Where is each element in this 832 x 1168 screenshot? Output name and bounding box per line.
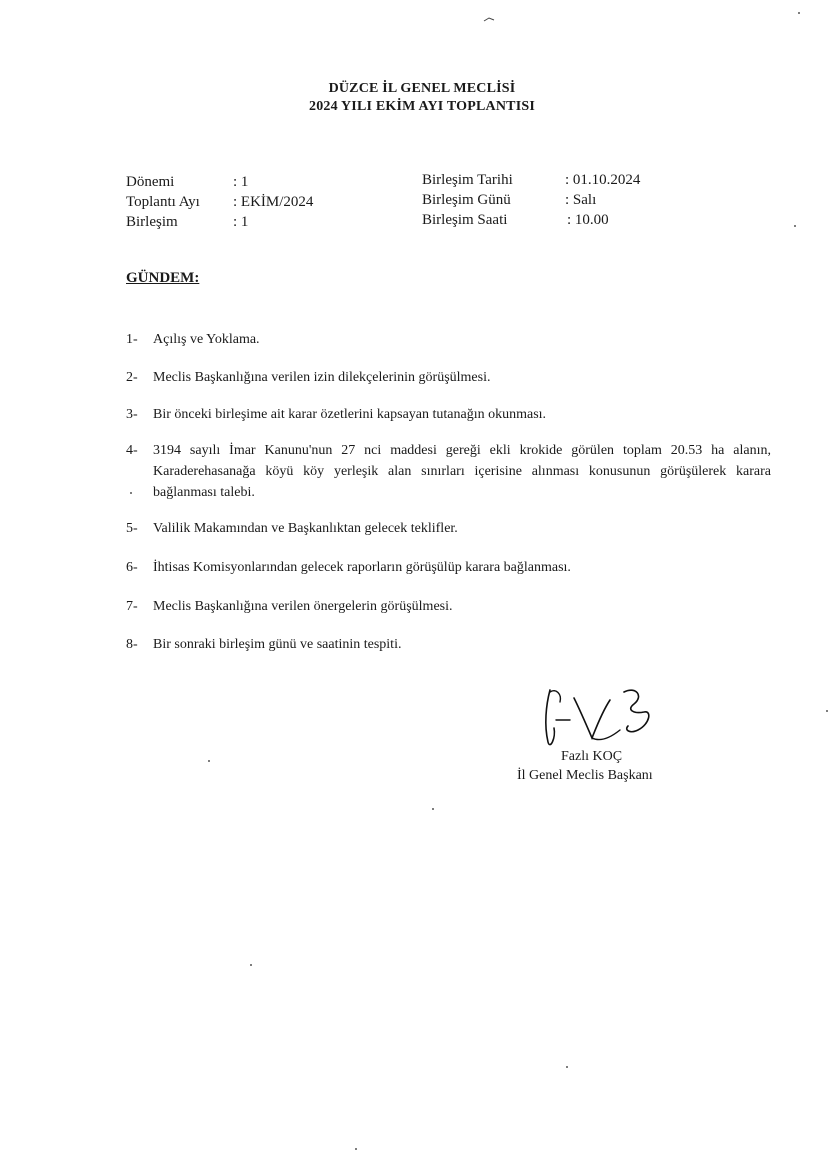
term-label: Dönemi (126, 174, 175, 190)
session-day-value: : Salı (565, 192, 597, 208)
session-date-value: : 01.10.2024 (565, 172, 641, 188)
agenda-item (126, 367, 771, 388)
agenda-item (126, 329, 771, 350)
scan-speck (355, 1148, 357, 1150)
scan-speck (208, 760, 210, 762)
scan-speck (130, 492, 132, 494)
scan-speck (794, 225, 796, 227)
agenda-item-text: Bir sonraki birleşim günü ve saatinin tespiti. (153, 637, 402, 652)
agenda-item (126, 404, 771, 425)
agenda-item-number: 2- (126, 370, 138, 385)
agenda-item-text: Meclis Başkanlığına verilen izin dilekçelerinin görüşülmesi. (153, 370, 491, 385)
scan-speck (432, 808, 434, 810)
agenda-item-number: 4- (126, 443, 138, 458)
agenda-item-number: 5- (126, 521, 138, 536)
agenda-item-number: 6- (126, 560, 138, 575)
agenda-item-number: 1- (126, 332, 138, 347)
scan-speck (826, 710, 828, 712)
agenda-item (126, 518, 771, 539)
session-label: Birleşim (126, 214, 178, 230)
agenda-item-text: Açılış ve Yoklama. (153, 332, 260, 347)
term-value: : 1 (233, 174, 249, 190)
scan-mark (482, 14, 496, 24)
agenda-item (126, 440, 771, 503)
agenda-heading: GÜNDEM: (126, 270, 200, 286)
meeting-month-value: : EKİM/2024 (233, 194, 314, 210)
signatory-name: Fazlı KOÇ (561, 749, 623, 764)
agenda-item-text: Meclis Başkanlığına verilen önergelerin görüşülmesi. (153, 599, 453, 614)
agenda-item-number: 8- (126, 637, 138, 652)
session-day-label: Birleşim Günü (422, 192, 511, 208)
document-subtitle: 2024 YILI EKİM AYI TOPLANTISI (309, 99, 535, 114)
signatory-title: İl Genel Meclis Başkanı (517, 768, 653, 783)
agenda-item (126, 557, 771, 578)
handwritten-signature (540, 680, 660, 760)
agenda-item (126, 596, 771, 617)
agenda-item-text: Bir önceki birleşime ait karar özetlerini kapsayan tutanağın okunması. (153, 407, 547, 422)
session-time-value: : 10.00 (567, 212, 609, 228)
scan-speck (566, 1066, 568, 1068)
agenda-item-number: 3- (126, 407, 138, 422)
agenda-item-number: 7- (126, 599, 138, 614)
session-date-label: Birleşim Tarihi (422, 172, 513, 188)
session-time-label: Birleşim Saati (422, 212, 508, 228)
agenda-item-text: Valilik Makamından ve Başkanlıktan gelecek teklifler. (153, 521, 458, 536)
agenda-item-text: 3194 sayılı İmar Kanunu'nun 27 nci maddesi gereği ekli krokide görülen toplam 20.53 ha alanın, Karaderehasanağa köyü köy yerleşik alan sınırları içerisine alınması konusunun görüşülerek karara bağlanması talebi. (153, 443, 771, 500)
agenda-item-text: İhtisas Komisyonlarından gelecek raporların görüşülüp karara bağlanması. (153, 560, 571, 575)
document-title: DÜZCE İL GENEL MECLİSİ (328, 81, 516, 96)
session-value: : 1 (233, 214, 249, 230)
scan-speck (798, 12, 800, 14)
agenda-item (126, 634, 771, 655)
meeting-month-label: Toplantı Ayı (126, 194, 200, 210)
scan-speck (250, 964, 252, 966)
